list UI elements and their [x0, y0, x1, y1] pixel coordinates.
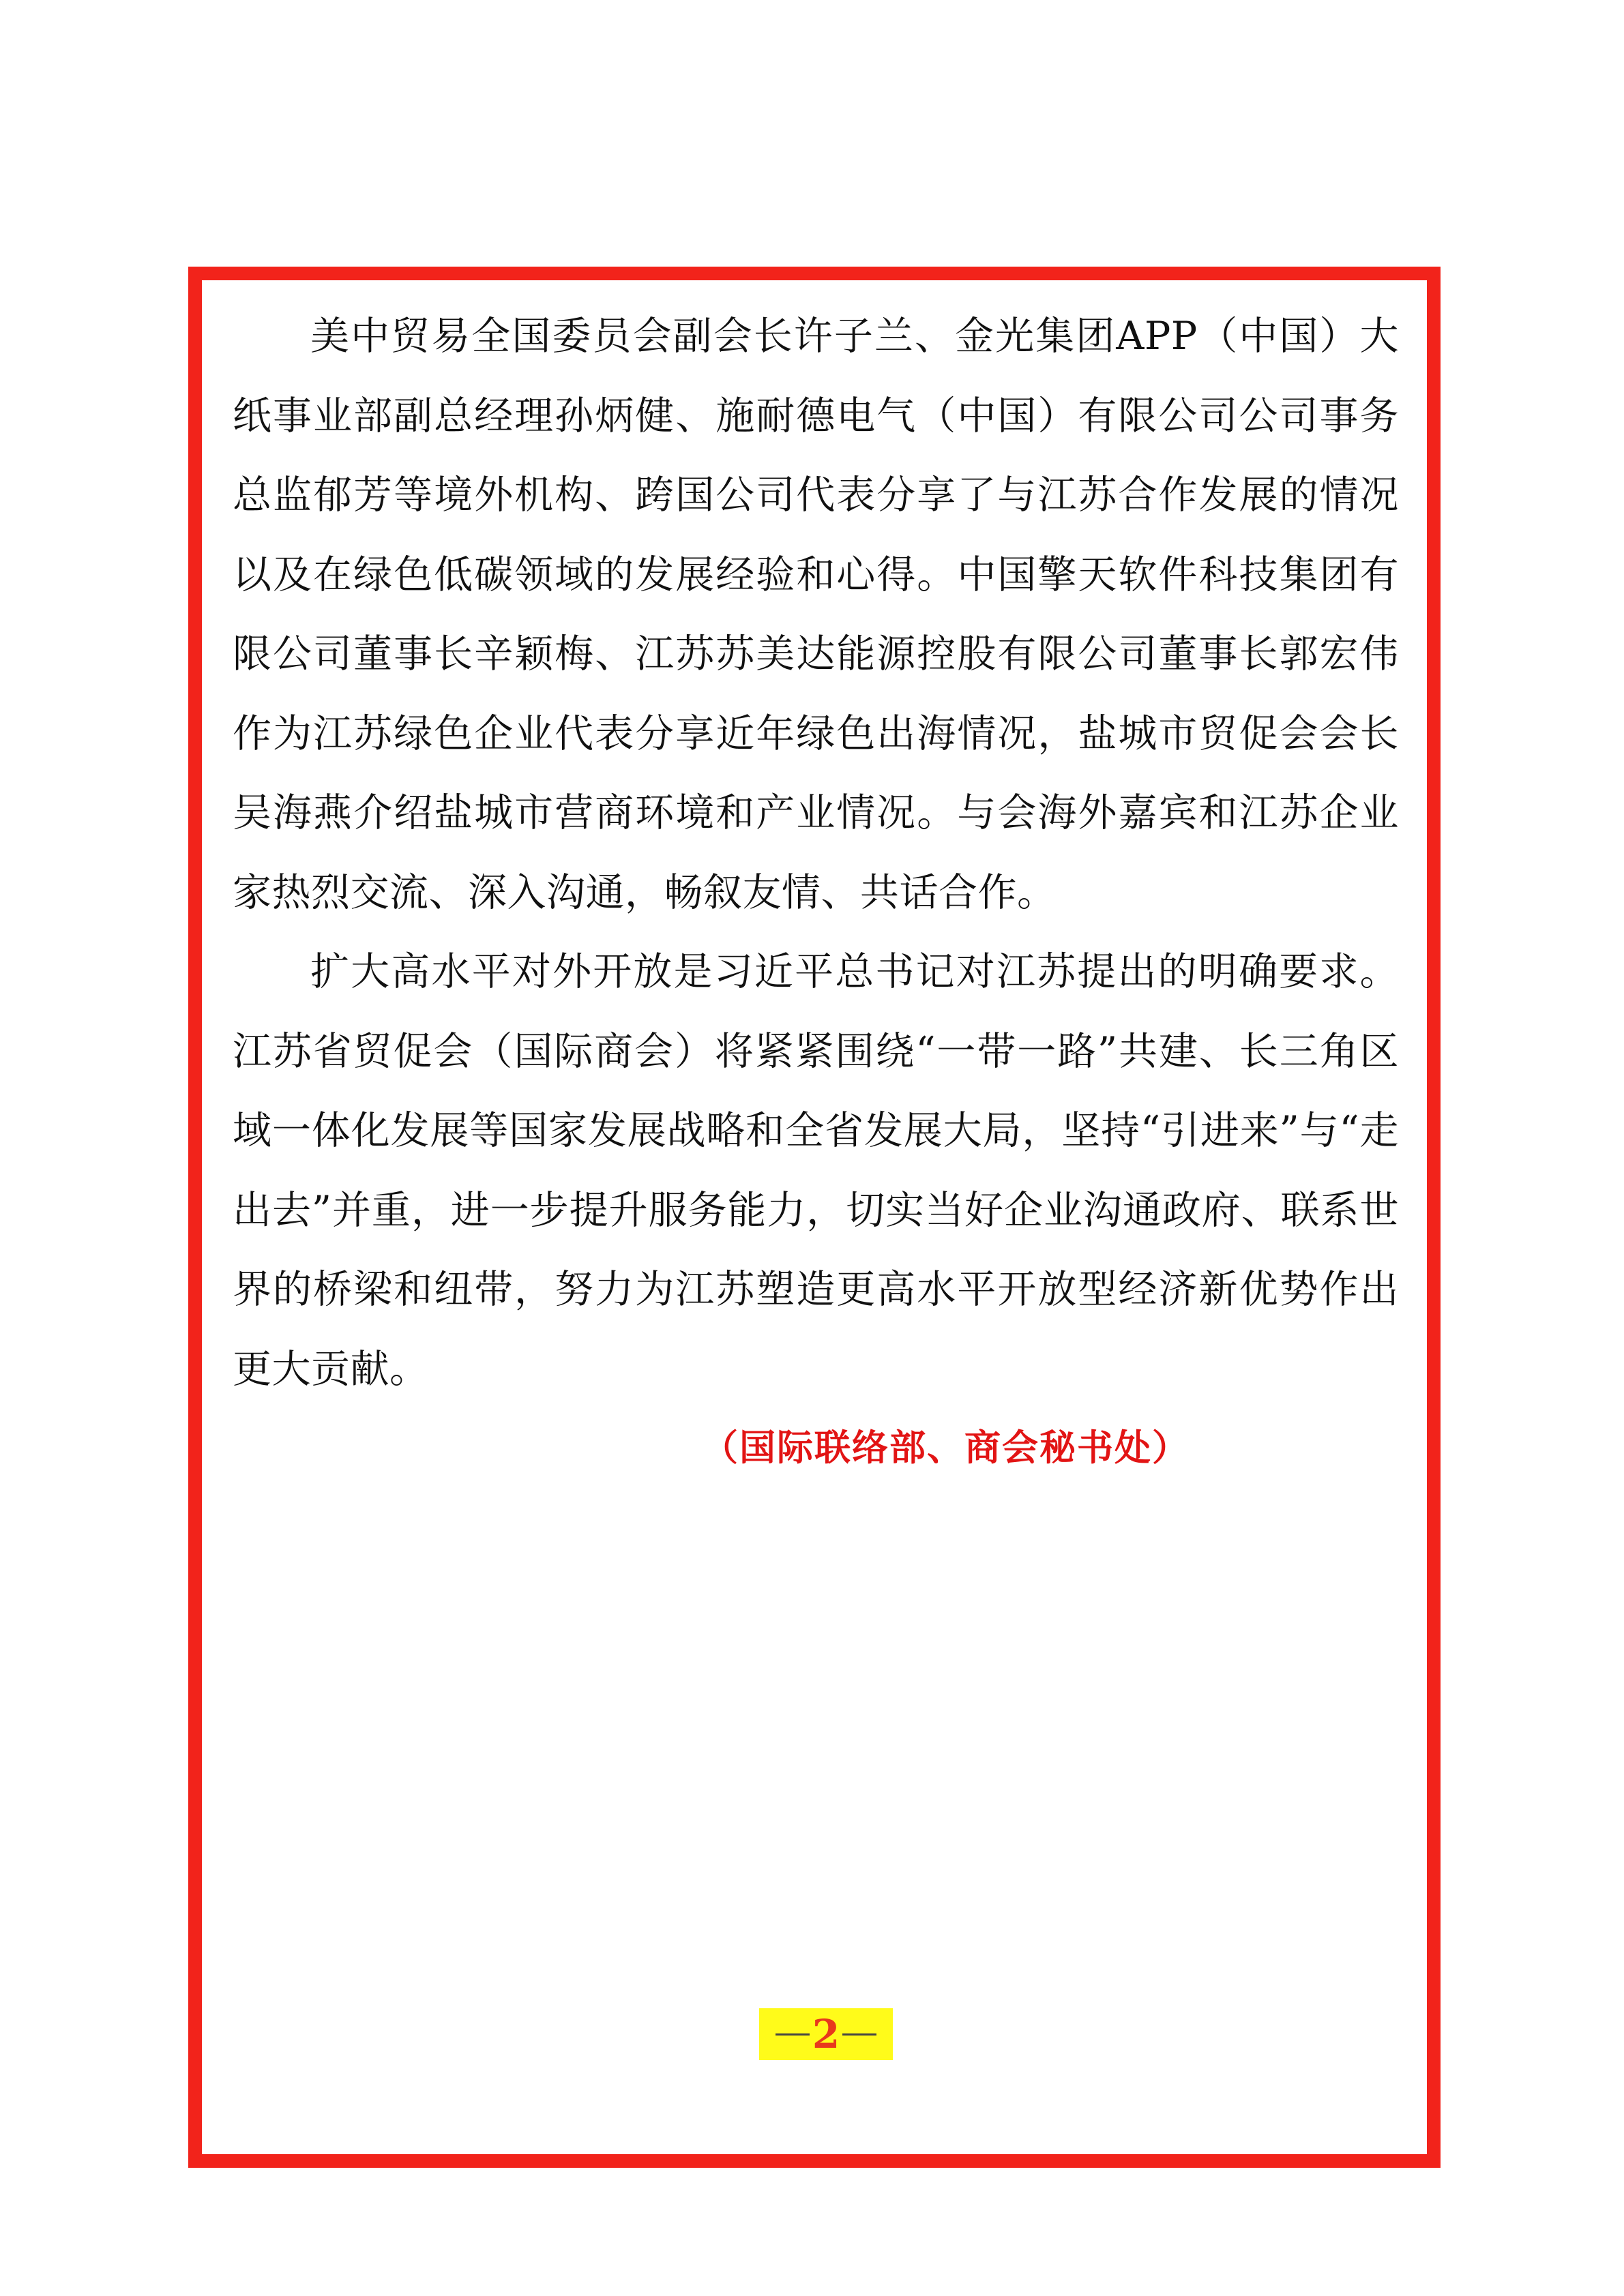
dash-left-icon	[776, 2033, 810, 2036]
dash-right-icon	[842, 2033, 876, 2036]
article-body	[233, 297, 1399, 1488]
department-signature: （国际联络部、商会秘书处）	[702, 1427, 1190, 1469]
paragraph-1: 美中贸易全国委员会副会长许子兰、金光集团APP（中国）大纸事业部副总经理孙炳健、施耐德电气（中国）有限公司公司事务总监郁芳等境外机构、跨国公司代表分享了与江苏合作发展的情况以及在绿色低碳领域的发展经验和心得。中国擎天软件科技集团有限公司董事长辛颖梅、江苏苏美达能源控股有限公司董事长郭宏伟作为江苏绿色企业代表分享近年绿色出海情况，盐城市贸促会会长吴海燕介绍盐城市营商环境和产业情况。与会海外嘉宾和江苏企业家热烈交流、深入沟通，畅叙友情、共话合作。	[233, 314, 1399, 915]
red-border-frame	[188, 267, 1441, 2168]
page-number: 2	[812, 2011, 840, 2057]
page-number-badge	[759, 2008, 893, 2060]
paragraph-2: 扩大高水平对外开放是习近平总书记对江苏提出的明确要求。江苏省贸促会（国际商会）将紧紧围绕“一带一路”共建、长三角区域一体化发展等国家发展战略和全省发展大局，坚持“引进来”与“走出去”并重，进一步提升服务能力，切实当好企业沟通政府、联系世界的桥梁和纽带，努力为江苏塑造更高水平开放型经济新优势作出更大贡献。	[233, 949, 1399, 1392]
